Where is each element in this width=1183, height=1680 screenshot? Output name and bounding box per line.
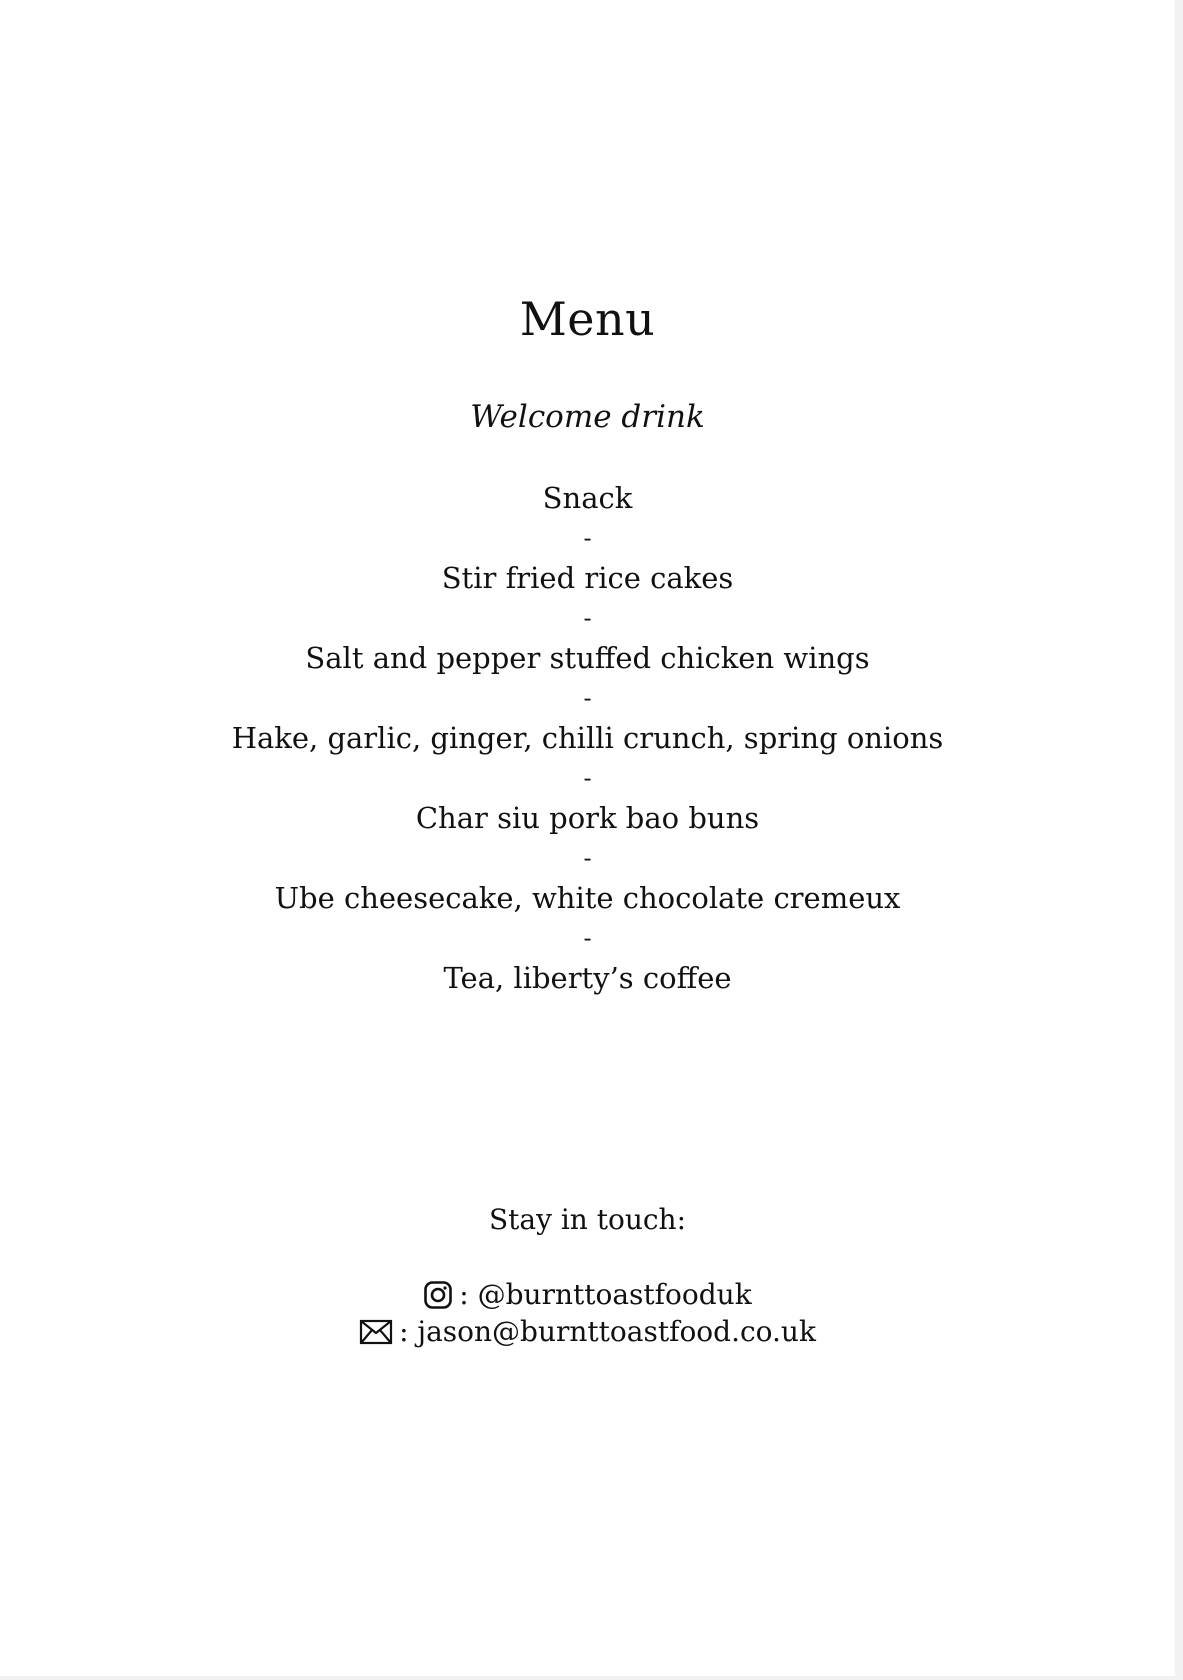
page-edge [1175, 0, 1183, 1680]
email-contact [0, 1313, 1175, 1351]
instagram-contact [0, 1276, 1175, 1314]
course-separator: - [583, 924, 592, 952]
instagram-icon [423, 1280, 453, 1310]
email-address[interactable]: : jason@burnttoastfood.co.uk [399, 1315, 816, 1348]
page-bottom-edge [0, 1676, 1183, 1680]
stay-in-touch-heading: Stay in touch: [488, 1203, 687, 1236]
course-item: Tea, liberty’s coffee [443, 961, 732, 995]
course-separator: - [583, 684, 592, 712]
instagram-handle[interactable]: : @burnttoastfooduk [459, 1278, 752, 1311]
course-item: Ube cheesecake, white chocolate cremeux [274, 881, 901, 915]
course-item: Salt and pepper stuffed chicken wings [305, 641, 870, 675]
course-separator: - [583, 764, 592, 792]
course-item: Stir fried rice cakes [441, 561, 734, 595]
course-item: Char siu pork bao buns [415, 801, 760, 835]
mail-icon [359, 1319, 393, 1345]
course-item: Hake, garlic, ginger, chilli crunch, spring onions [231, 721, 944, 755]
menu-title: Menu [519, 292, 656, 346]
course-separator: - [583, 524, 592, 552]
course-separator: - [583, 844, 592, 872]
course-list [0, 478, 1175, 998]
welcome-drink: Welcome drink [470, 399, 705, 435]
course-separator: - [583, 604, 592, 632]
course-item: Snack [542, 481, 633, 515]
